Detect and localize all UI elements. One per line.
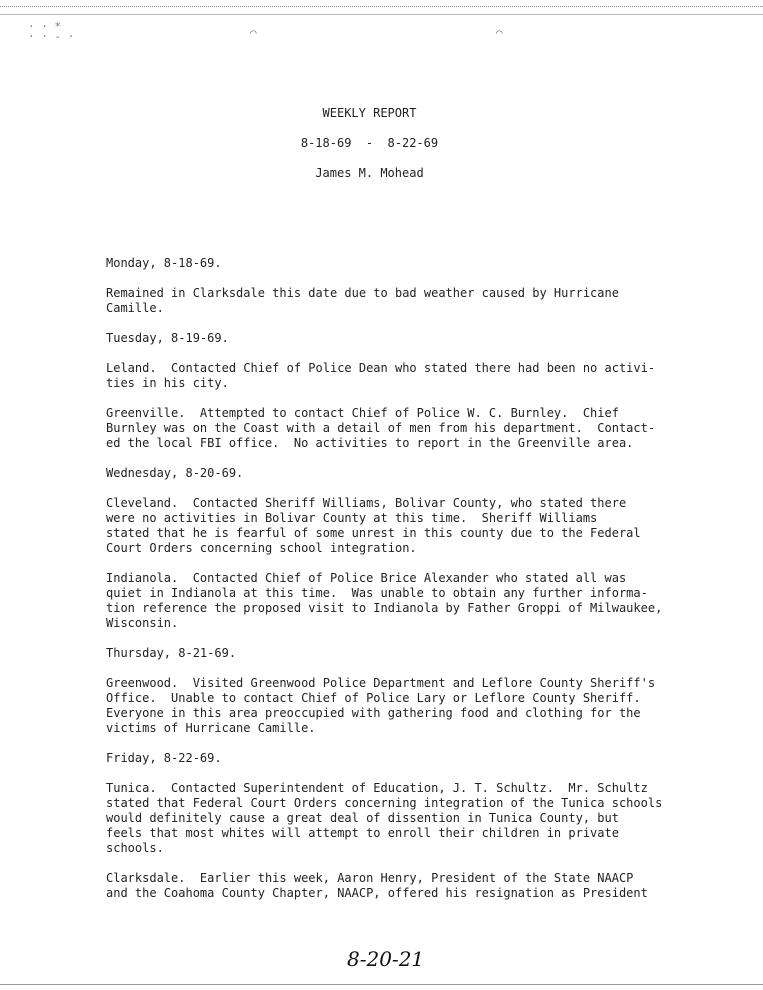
report-line: Camille.	[106, 301, 164, 315]
report-line: schools.	[106, 841, 164, 855]
report-line: Clarksdale. Earlier this week, Aaron Henry, President of the State NAACP	[106, 871, 634, 885]
report-line: victims of Hurricane Camille.	[106, 721, 316, 735]
scan-speck: ⌒	[496, 26, 503, 39]
paragraph-gap	[106, 391, 706, 406]
report-line: Thursday, 8-21-69.	[106, 646, 237, 660]
report-line: were no activities in Bolivar County at this time. Sheriff Williams	[106, 511, 598, 525]
paragraph-gap	[106, 271, 706, 286]
report-author: James M. Mohead	[315, 166, 424, 180]
paragraph-gap	[106, 451, 706, 466]
report-line: feels that most whites will attempt to enroll their children in private	[106, 826, 619, 840]
report-line: Greenville. Attempted to contact Chief of Police W. C. Burnley. Chief	[106, 406, 619, 420]
report-line: tion reference the proposed visit to Indianola by Father Groppi of Milwaukee,	[106, 601, 663, 615]
scan-speck: · · *	[28, 20, 62, 33]
report-line: Wisconsin.	[106, 616, 179, 630]
report-line: Greenwood. Visited Greenwood Police Department and Leflore County Sheriff's	[106, 676, 656, 690]
report-line: ed the local FBI office. No activities to report in the Greenville area.	[106, 436, 634, 450]
report-line: Burnley was on the Coast with a detail of men from his department. Contact-	[106, 421, 656, 435]
report-line: Tuesday, 8-19-69.	[106, 331, 229, 345]
report-line: Monday, 8-18-69.	[106, 256, 222, 270]
report-line: quiet in Indianola at this time. Was unable to obtain any further informa-	[106, 586, 648, 600]
report-line: stated that he is fearful of some unrest in this county due to the Federal	[106, 526, 641, 540]
report-line: ties in his city.	[106, 376, 229, 390]
report-body	[106, 256, 706, 901]
scan-speck: ⌒	[250, 26, 257, 39]
paragraph-gap	[106, 346, 706, 361]
report-line: Office. Unable to contact Chief of Police Lary or Leflore County Sheriff.	[106, 691, 641, 705]
report-line: would definitely cause a great deal of dissention in Tunica County, but	[106, 811, 619, 825]
paragraph-gap	[106, 736, 706, 751]
paragraph-gap	[106, 481, 706, 496]
report-line: Indianola. Contacted Chief of Police Brice Alexander who stated all was	[106, 571, 627, 585]
scan-speck: · · - ·	[28, 30, 75, 43]
report-dates: 8-18-69 - 8-22-69	[300, 136, 439, 150]
report-line: Remained in Clarksdale this date due to bad weather caused by Hurricane	[106, 286, 619, 300]
report-line: Wednesday, 8-20-69.	[106, 466, 244, 480]
report-line: Leland. Contacted Chief of Police Dean who stated there had been no activi-	[106, 361, 656, 375]
paragraph-gap	[106, 766, 706, 781]
handwritten-note: 8-20-21	[347, 947, 425, 971]
page-edge-top	[0, 6, 763, 7]
report-line: Court Orders concerning school integration.	[106, 541, 417, 555]
report-line: Everyone in this area preoccupied with gathering food and clothing for the	[106, 706, 641, 720]
paragraph-gap	[106, 556, 706, 571]
report-line: and the Coahoma County Chapter, NAACP, offered his resignation as President	[106, 886, 648, 900]
paragraph-gap	[106, 856, 706, 871]
paragraph-gap	[106, 631, 706, 646]
report-title: WEEKLY REPORT	[322, 106, 417, 120]
report-line: stated that Federal Court Orders concerning integration of the Tunica schools	[106, 796, 663, 810]
page-edge-bottom	[0, 984, 763, 985]
report-line: Friday, 8-22-69.	[106, 751, 222, 765]
report-line: Cleveland. Contacted Sheriff Williams, Bolivar County, who stated there	[106, 496, 627, 510]
page-edge-top-line	[0, 14, 763, 15]
paragraph-gap	[106, 661, 706, 676]
report-line: Tunica. Contacted Superintendent of Education, J. T. Schultz. Mr. Schultz	[106, 781, 648, 795]
paragraph-gap	[106, 316, 706, 331]
